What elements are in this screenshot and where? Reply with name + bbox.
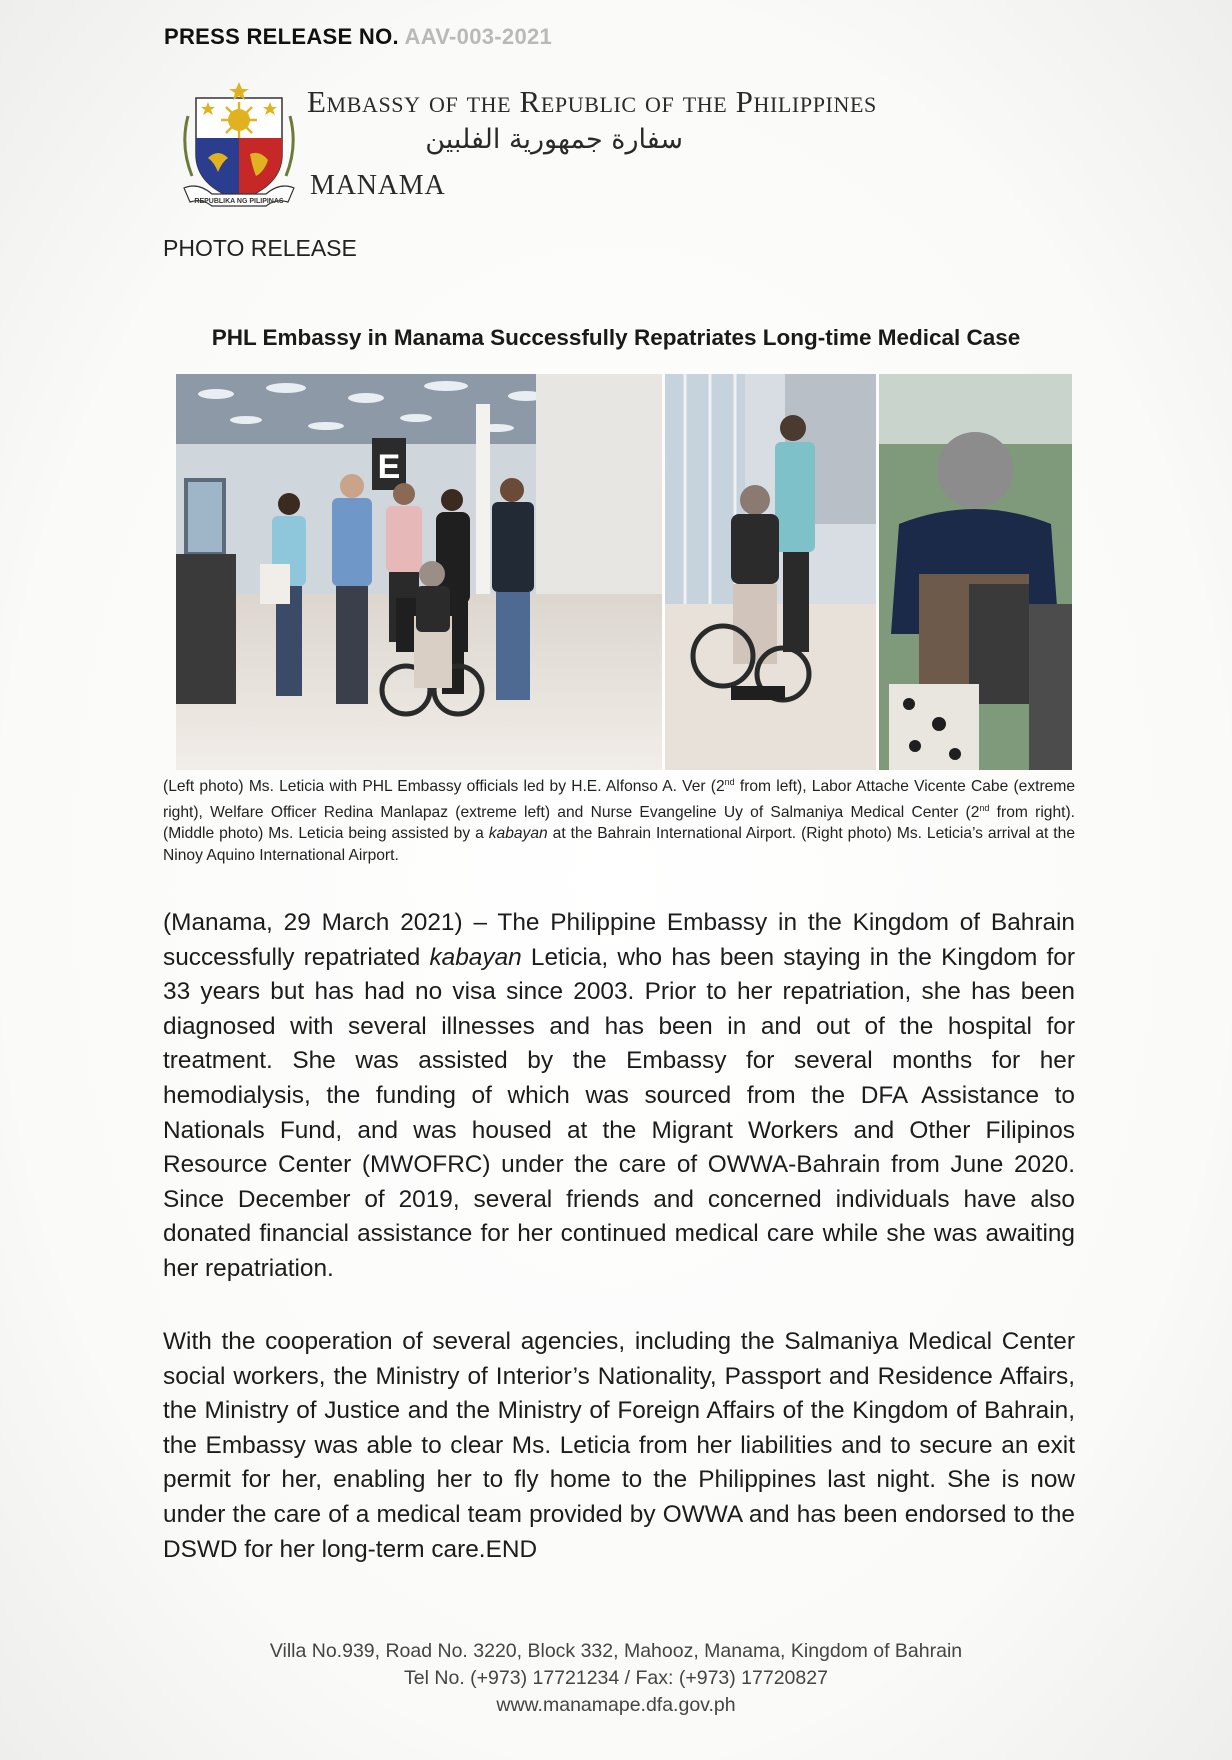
para-1-text-b: Leticia, who has been staying in the Kingdom for 33 years but has had no visa since 2003. Prior to her repatriation, she has been diagnosed with several illnesses and has been in and out of the hospital for treatment. She was assisted by the Embassy for several months for her hemodialysis, the funding of which was sourced from the DFA Assistance to Nationals Fund, and was housed at the Migrant Workers and Other Filipinos Resource Center (MWOFRC) under the care of OWWA-Bahrain from June 2020. Since December of 2019, several friends and concerned individuals have also donated financial assistance for her continued medical care while she was awaiting her repatriation.	[163, 943, 1075, 1282]
gate-sign-letter: E	[377, 448, 401, 486]
footer-website: www.manamape.dfa.gov.ph	[496, 1694, 736, 1716]
embassy-city: MANAMA	[310, 170, 446, 201]
caption-text-1: (Left photo) Ms. Leticia with PHL Embassy officials led by H.E. Alfonso A. Ver (2	[163, 778, 725, 796]
section-label: PHOTO RELEASE	[163, 235, 357, 261]
embassy-name: Embassy of the Republic of the Philippines	[307, 84, 877, 119]
footer	[0, 1638, 1232, 1719]
press-release-number: AAV-003-2021	[404, 24, 553, 49]
photo-left-group	[176, 374, 662, 770]
embassy-name-arabic: سفارة جمهورية الفلبين	[425, 124, 683, 155]
press-release-label: PRESS RELEASE NO.	[164, 24, 399, 49]
seal-scroll-text: REPUBLIKA NG PILIPINAS	[194, 198, 284, 205]
caption-italic: kabayan	[488, 825, 548, 843]
philippine-seal-logo	[178, 76, 300, 210]
photo-middle-wheelchair	[665, 374, 876, 770]
caption-sup-2: nd	[979, 802, 990, 813]
photo-strip	[176, 374, 1072, 770]
body-paragraph-1	[163, 906, 1075, 1287]
press-release-number-line	[164, 24, 552, 50]
caption-text-2: from left), Labor Attache Vicente Cabe (extreme right), Welfare Officer Redina Manlapaz (extreme left) and Nurse Evangeline Uy of Salmaniya Medical Center (2	[163, 778, 1075, 821]
photo-caption	[163, 772, 1075, 866]
para-1-italic: kabayan	[429, 943, 522, 971]
footer-phone: Tel No. (+973) 17721234 / Fax: (+973) 17720827	[404, 1667, 828, 1689]
footer-address: Villa No.939, Road No. 3220, Block 332, Mahooz, Manama, Kingdom of Bahrain	[269, 1640, 963, 1662]
caption-text-3: from right). (Middle photo) Ms. Leticia being assisted by a	[163, 803, 1075, 843]
body-paragraph-2: With the cooperation of several agencies, including the Salmaniya Medical Center social workers, the Ministry of Interior’s Nationality, Passport and Residence Affairs, the Ministry of Justice and the Ministry of Foreign Affairs of the Kingdom of Bahrain, the Embassy was able to clear Ms. Leticia from her liabilities and to secure an exit permit for her, enabling her to fly home to the Philippines last night. She is now under the care of a medical team provided by OWWA and has been endorsed to the DSWD for her long-term care.END	[163, 1328, 1075, 1563]
headline: PHL Embassy in Manama Successfully Repatriates Long-time Medical Case	[211, 325, 1021, 350]
photo-right-arrival	[879, 374, 1072, 770]
para-1-text-a: (Manama, 29 March 2021) – The Philippine Embassy in the Kingdom of Bahrain successfully repatriated	[163, 909, 1075, 971]
caption-sup-1: nd	[724, 777, 735, 787]
caption-text-4: at the Bahrain International Airport. (Right photo) Ms. Leticia’s arrival at the Ninoy Aquino International Airport.	[163, 825, 1075, 864]
